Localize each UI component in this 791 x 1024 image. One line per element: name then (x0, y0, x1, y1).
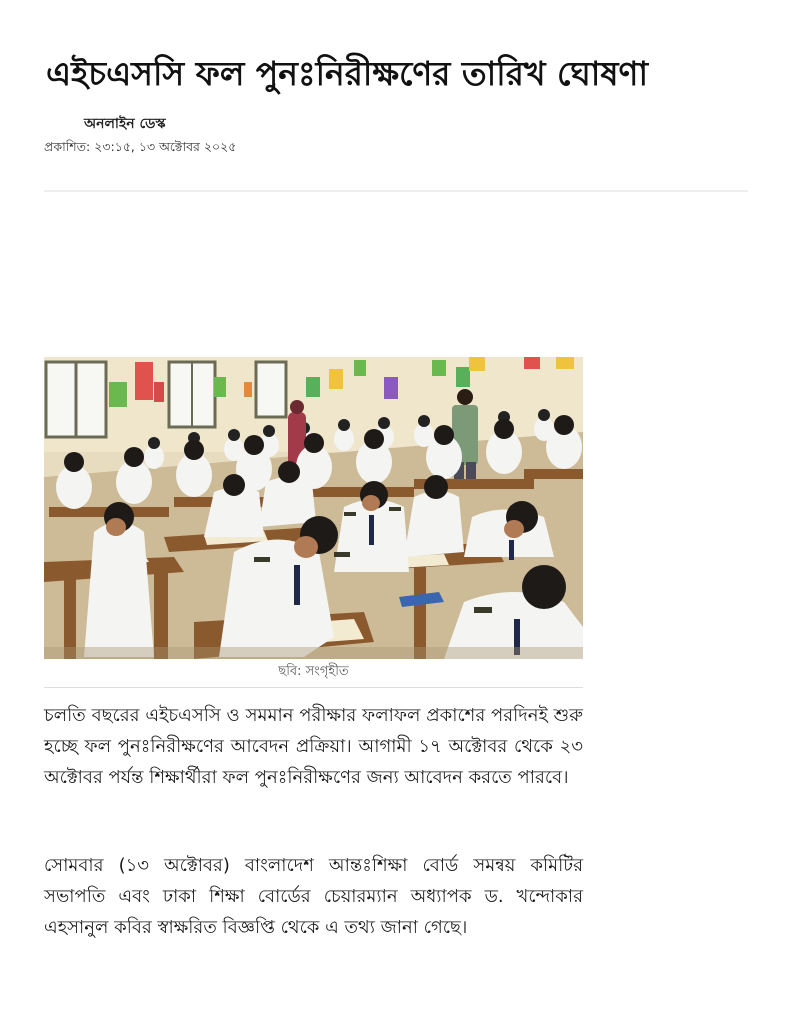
article-headline: এইচএসসি ফল পুনঃনিরীক্ষণের তারিখ ঘোষণা (46, 54, 649, 93)
image-caption: ছবি: সংগৃহীত (278, 664, 349, 679)
article-photo[interactable] (44, 357, 583, 659)
header-divider (44, 190, 748, 192)
article-paragraph-2: সোমবার (১৩ অক্টোবর) বাংলাদেশ আন্তঃশিক্ষা বোর্ড সমন্বয় কমিটির সভাপতি এবং ঢাকা শিক্ষা বোর্ডের চেয়ারম্যান অধ্যাপক ড. খন্দোকার এহসানুল কবির স্বাক্ষরিত বিজ্ঞপ্তি থেকে এ তথ্য জানা গেছে। (44, 855, 583, 938)
author-name[interactable]: অনলাইন ডেস্ক (84, 116, 166, 132)
publish-date: প্রকাশিত: ২৩:১৫, ১৩ অক্টোবর ২০২৫ (44, 139, 237, 154)
exam-hall-photo-illustration (44, 357, 583, 659)
caption-divider (44, 687, 583, 688)
article-paragraph-1: চলতি বছরের এইচএসসি ও সমমান পরীক্ষার ফলাফল প্রকাশের পরদিনই শুরু হচ্ছে ফল পুনঃনিরীক্ষণের আবেদন প্রক্রিয়া। আগামী ১৭ অক্টোবর থেকে ২৩ অক্টোবর পর্যন্ত শিক্ষার্থীরা ফল পুনঃনিরীক্ষণের জন্য আবেদন করতে পারবে। (44, 705, 583, 788)
ad-placeholder (44, 200, 748, 345)
